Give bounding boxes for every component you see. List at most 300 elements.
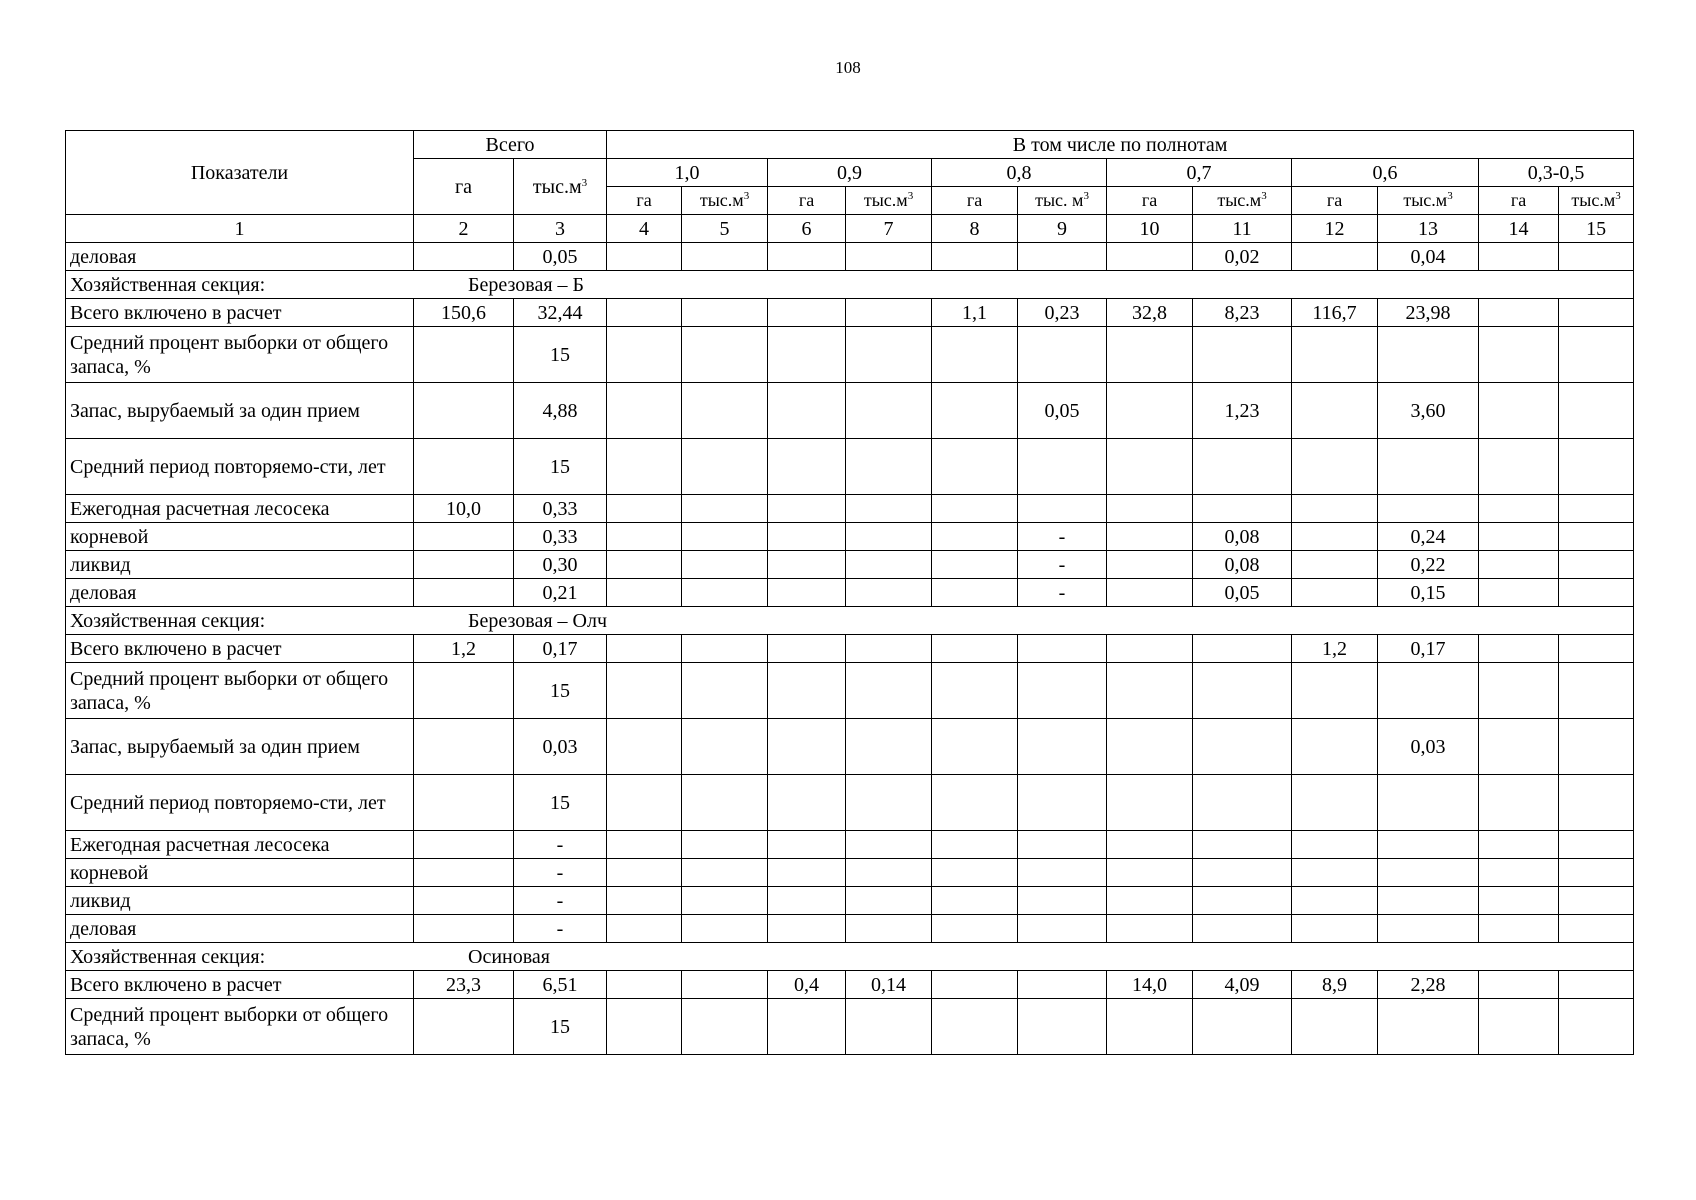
table-cell xyxy=(1018,719,1107,775)
table-cell xyxy=(607,859,682,887)
cube-superscript: 3 xyxy=(1261,189,1267,202)
table-cell xyxy=(846,859,932,887)
table-cell xyxy=(682,523,768,551)
table-cell xyxy=(607,719,682,775)
table-cell xyxy=(768,635,846,663)
column-numbers-row xyxy=(66,215,1634,243)
table-cell xyxy=(414,859,514,887)
table-cell xyxy=(1292,719,1378,775)
table-cell: 0,22 xyxy=(1378,551,1479,579)
table-cell xyxy=(1559,523,1634,551)
table-cell: 15 xyxy=(514,999,607,1055)
table-cell xyxy=(768,579,846,607)
row-label: ликвид xyxy=(66,551,414,579)
table-cell xyxy=(1479,719,1559,775)
table-cell xyxy=(932,523,1018,551)
table-cell xyxy=(682,495,768,523)
row-label: Средний период повторяемо-сти, лет xyxy=(66,775,414,831)
table-cell xyxy=(932,971,1018,999)
table-cell xyxy=(846,327,932,383)
table-cell xyxy=(1018,635,1107,663)
header-ha: га xyxy=(1292,187,1378,215)
column-number: 15 xyxy=(1559,215,1634,243)
table-cell xyxy=(1378,831,1479,859)
table-row xyxy=(66,663,1634,719)
cube-superscript: 3 xyxy=(907,189,914,202)
section-name: Березовая – Олч xyxy=(468,609,608,632)
table-row xyxy=(66,859,1634,887)
volume-unit: тыс.м xyxy=(1217,189,1262,210)
table-cell xyxy=(1378,915,1479,943)
table-cell: 3,60 xyxy=(1378,383,1479,439)
table-cell: 0,02 xyxy=(1193,243,1292,271)
table-cell xyxy=(1559,635,1634,663)
table-cell xyxy=(1292,663,1378,719)
table-cell xyxy=(1559,579,1634,607)
table-cell xyxy=(607,831,682,859)
table-row xyxy=(66,831,1634,859)
table-cell xyxy=(414,243,514,271)
table-cell xyxy=(768,495,846,523)
table-cell: 15 xyxy=(514,775,607,831)
allowable-cut-table xyxy=(65,130,1634,1055)
table-cell: 0,04 xyxy=(1378,243,1479,271)
table-cell xyxy=(768,551,846,579)
cube-superscript: 3 xyxy=(581,176,588,189)
column-number: 12 xyxy=(1292,215,1378,243)
cube-superscript: 3 xyxy=(1615,189,1621,202)
table-cell xyxy=(414,775,514,831)
table-cell xyxy=(1378,887,1479,915)
table-row xyxy=(66,299,1634,327)
table-cell xyxy=(1193,859,1292,887)
table-cell xyxy=(1559,859,1634,887)
section-row xyxy=(66,271,1634,299)
table-cell xyxy=(1479,775,1559,831)
table-cell xyxy=(932,579,1018,607)
table-cell xyxy=(768,243,846,271)
table-cell: 150,6 xyxy=(414,299,514,327)
table-cell xyxy=(682,971,768,999)
table-cell xyxy=(846,299,932,327)
table-cell xyxy=(1107,775,1193,831)
table-cell: - xyxy=(1018,523,1107,551)
table-cell xyxy=(414,915,514,943)
table-cell xyxy=(1107,551,1193,579)
table-cell xyxy=(846,635,932,663)
header-volume xyxy=(846,187,932,215)
table-cell: 0,4 xyxy=(768,971,846,999)
table-cell: - xyxy=(514,859,607,887)
header-density: 0,7 xyxy=(1107,159,1292,187)
table-cell xyxy=(1559,719,1634,775)
table-cell xyxy=(607,551,682,579)
header-volume xyxy=(1018,187,1107,215)
volume-unit: тыс.м xyxy=(1571,189,1616,210)
volume-unit: тыс. м xyxy=(1035,189,1084,210)
table-cell xyxy=(1292,579,1378,607)
table-cell xyxy=(682,859,768,887)
table-cell xyxy=(1018,859,1107,887)
section-row xyxy=(66,943,1634,971)
table-cell xyxy=(1107,635,1193,663)
table-cell: - xyxy=(514,887,607,915)
section-cell xyxy=(66,607,1634,635)
table-cell xyxy=(768,887,846,915)
table-cell: 23,3 xyxy=(414,971,514,999)
table-cell xyxy=(1479,243,1559,271)
table-cell xyxy=(846,495,932,523)
cube-superscript: 3 xyxy=(1083,189,1089,202)
table-cell: - xyxy=(1018,579,1107,607)
table-cell xyxy=(682,999,768,1055)
table-cell xyxy=(1018,999,1107,1055)
table-cell xyxy=(682,243,768,271)
table-cell xyxy=(682,579,768,607)
table-cell xyxy=(932,635,1018,663)
table-cell: 116,7 xyxy=(1292,299,1378,327)
table-cell: 0,24 xyxy=(1378,523,1479,551)
table-cell: 10,0 xyxy=(414,495,514,523)
header-density: 0,3-0,5 xyxy=(1479,159,1634,187)
table-cell xyxy=(1479,971,1559,999)
table-cell xyxy=(932,775,1018,831)
table-cell: 0,30 xyxy=(514,551,607,579)
header-total-ha: га xyxy=(414,159,514,215)
header-total: Всего xyxy=(414,131,607,159)
table-cell xyxy=(1107,439,1193,495)
table-cell xyxy=(846,523,932,551)
table-cell xyxy=(682,439,768,495)
table-cell: 0,05 xyxy=(514,243,607,271)
table-cell: 0,05 xyxy=(1018,383,1107,439)
table-cell xyxy=(1479,999,1559,1055)
table-cell xyxy=(1479,299,1559,327)
table-cell: 0,33 xyxy=(514,495,607,523)
table-cell xyxy=(414,999,514,1055)
table-cell xyxy=(768,439,846,495)
table-cell xyxy=(414,551,514,579)
table-cell xyxy=(682,831,768,859)
table-cell: 0,05 xyxy=(1193,579,1292,607)
table-cell xyxy=(1292,551,1378,579)
table-cell xyxy=(1378,327,1479,383)
row-label: Средний процент выборки от общего запаса, % xyxy=(66,999,414,1055)
table-cell xyxy=(1107,831,1193,859)
table-row xyxy=(66,999,1634,1055)
volume-unit: тыс.м xyxy=(1403,189,1448,210)
section-cell xyxy=(66,943,1634,971)
table-cell: - xyxy=(514,831,607,859)
table-cell xyxy=(1378,859,1479,887)
table-cell xyxy=(1479,915,1559,943)
column-number: 8 xyxy=(932,215,1018,243)
table-cell xyxy=(607,663,682,719)
table-cell xyxy=(682,887,768,915)
table-cell xyxy=(1107,915,1193,943)
table-row xyxy=(66,887,1634,915)
table-row xyxy=(66,579,1634,607)
table-cell xyxy=(1559,999,1634,1055)
table-cell xyxy=(1193,635,1292,663)
table-cell xyxy=(1559,439,1634,495)
table-cell xyxy=(414,831,514,859)
table-cell xyxy=(846,383,932,439)
row-label: деловая xyxy=(66,243,414,271)
table-row xyxy=(66,523,1634,551)
column-number: 2 xyxy=(414,215,514,243)
table-cell xyxy=(1479,663,1559,719)
column-number: 13 xyxy=(1378,215,1479,243)
table-cell xyxy=(1292,775,1378,831)
table-cell: 1,2 xyxy=(414,635,514,663)
row-label: деловая xyxy=(66,579,414,607)
table-cell xyxy=(1292,523,1378,551)
table-row xyxy=(66,719,1634,775)
table-cell xyxy=(1292,831,1378,859)
table-cell xyxy=(682,719,768,775)
table-cell xyxy=(846,663,932,719)
table-cell xyxy=(1559,327,1634,383)
table-cell xyxy=(1378,663,1479,719)
table-cell xyxy=(607,775,682,831)
row-label: Всего включено в расчет xyxy=(66,635,414,663)
column-number: 7 xyxy=(846,215,932,243)
column-number: 9 xyxy=(1018,215,1107,243)
header-volume xyxy=(1193,187,1292,215)
table-cell xyxy=(1559,775,1634,831)
table-cell xyxy=(1107,719,1193,775)
header-density: 0,8 xyxy=(932,159,1107,187)
row-label: ликвид xyxy=(66,887,414,915)
table-cell xyxy=(1559,915,1634,943)
table-cell xyxy=(682,327,768,383)
table-cell xyxy=(1479,859,1559,887)
table-cell xyxy=(414,439,514,495)
column-number: 10 xyxy=(1107,215,1193,243)
table-row xyxy=(66,439,1634,495)
table-cell xyxy=(932,719,1018,775)
table-cell xyxy=(1559,243,1634,271)
table-cell xyxy=(932,831,1018,859)
table-cell xyxy=(932,439,1018,495)
table-cell xyxy=(846,551,932,579)
table-cell xyxy=(1107,495,1193,523)
table-cell: 0,17 xyxy=(1378,635,1479,663)
table-cell xyxy=(1107,859,1193,887)
row-label: Ежегодная расчетная лесосека xyxy=(66,495,414,523)
table-cell xyxy=(1193,719,1292,775)
table-cell xyxy=(846,999,932,1055)
table-cell xyxy=(1193,439,1292,495)
table-cell xyxy=(1193,495,1292,523)
table-cell xyxy=(1107,999,1193,1055)
table-cell: 32,44 xyxy=(514,299,607,327)
table-cell: 0,15 xyxy=(1378,579,1479,607)
table-cell xyxy=(932,495,1018,523)
table-cell xyxy=(1107,663,1193,719)
table-cell xyxy=(1018,663,1107,719)
row-label: Всего включено в расчет xyxy=(66,971,414,999)
row-label: Всего включено в расчет xyxy=(66,299,414,327)
table-cell xyxy=(1559,383,1634,439)
table-cell xyxy=(682,551,768,579)
table-cell xyxy=(1107,579,1193,607)
table-cell xyxy=(682,663,768,719)
column-number: 14 xyxy=(1479,215,1559,243)
table-cell: 15 xyxy=(514,327,607,383)
table-cell xyxy=(1193,663,1292,719)
table-cell xyxy=(846,775,932,831)
table-cell: 0,23 xyxy=(1018,299,1107,327)
table-cell xyxy=(607,523,682,551)
table-cell xyxy=(414,663,514,719)
table-cell xyxy=(1559,663,1634,719)
volume-unit: тыс.м xyxy=(699,189,744,210)
table-cell xyxy=(846,915,932,943)
table-cell xyxy=(1479,495,1559,523)
section-label: Хозяйственная секция: xyxy=(70,609,266,632)
table-cell xyxy=(607,383,682,439)
table-cell xyxy=(607,579,682,607)
table-cell xyxy=(1479,439,1559,495)
table-cell xyxy=(1479,383,1559,439)
table-cell xyxy=(768,915,846,943)
table-cell: 23,98 xyxy=(1378,299,1479,327)
table-cell xyxy=(932,383,1018,439)
table-cell xyxy=(1018,495,1107,523)
volume-unit: тыс.м xyxy=(532,175,582,198)
table-cell xyxy=(607,887,682,915)
table-cell: 0,14 xyxy=(846,971,932,999)
table-cell xyxy=(1193,915,1292,943)
table-cell xyxy=(1018,327,1107,383)
row-label: Ежегодная расчетная лесосека xyxy=(66,831,414,859)
table-cell: 2,28 xyxy=(1378,971,1479,999)
table-row xyxy=(66,551,1634,579)
table-cell xyxy=(607,327,682,383)
table-cell xyxy=(414,327,514,383)
table-cell xyxy=(1018,915,1107,943)
table-cell xyxy=(1292,915,1378,943)
table-cell xyxy=(932,859,1018,887)
table-cell xyxy=(932,663,1018,719)
table-cell: - xyxy=(1018,551,1107,579)
cube-superscript: 3 xyxy=(1447,189,1453,202)
table-cell xyxy=(768,831,846,859)
table-cell xyxy=(846,831,932,859)
header-volume xyxy=(682,187,768,215)
table-cell xyxy=(1107,383,1193,439)
table-cell: 15 xyxy=(514,439,607,495)
table-cell: 6,51 xyxy=(514,971,607,999)
header-ha: га xyxy=(1479,187,1559,215)
table-cell xyxy=(1292,243,1378,271)
table-cell xyxy=(1378,999,1479,1055)
header-volume xyxy=(1559,187,1634,215)
table-cell: 0,17 xyxy=(514,635,607,663)
table-cell xyxy=(1018,971,1107,999)
table-cell xyxy=(682,775,768,831)
table-cell: 1,1 xyxy=(932,299,1018,327)
table-row xyxy=(66,327,1634,383)
table-cell: 1,2 xyxy=(1292,635,1378,663)
table-cell: 4,09 xyxy=(1193,971,1292,999)
column-number: 3 xyxy=(514,215,607,243)
table-cell xyxy=(1479,887,1559,915)
table-cell: 4,88 xyxy=(514,383,607,439)
table-cell xyxy=(1378,495,1479,523)
table-cell xyxy=(1378,439,1479,495)
table-row xyxy=(66,971,1634,999)
table-cell xyxy=(846,243,932,271)
column-number: 4 xyxy=(607,215,682,243)
row-label: Средний период повторяемо-сти, лет xyxy=(66,439,414,495)
cube-superscript: 3 xyxy=(743,189,750,202)
table-cell xyxy=(932,327,1018,383)
table-cell xyxy=(1378,775,1479,831)
table-cell xyxy=(682,299,768,327)
table-cell xyxy=(414,523,514,551)
table-cell xyxy=(768,327,846,383)
table-cell: 14,0 xyxy=(1107,971,1193,999)
section-name: Осиновая xyxy=(468,945,550,968)
column-number: 6 xyxy=(768,215,846,243)
row-label: Средний процент выборки от общего запаса, % xyxy=(66,663,414,719)
table-cell xyxy=(1292,383,1378,439)
table-cell xyxy=(1559,971,1634,999)
table-cell xyxy=(768,719,846,775)
table-row xyxy=(66,383,1634,439)
table-cell xyxy=(1107,243,1193,271)
table-cell xyxy=(607,971,682,999)
table-cell xyxy=(846,439,932,495)
row-label: корневой xyxy=(66,859,414,887)
table-cell xyxy=(1018,439,1107,495)
table-cell xyxy=(768,775,846,831)
section-label: Хозяйственная секция: xyxy=(70,273,266,296)
header-indicators: Показатели xyxy=(66,131,414,215)
table-cell xyxy=(1193,327,1292,383)
row-label: Средний процент выборки от общего запаса, % xyxy=(66,327,414,383)
table-cell xyxy=(768,999,846,1055)
table-cell xyxy=(1107,327,1193,383)
table-cell xyxy=(414,579,514,607)
table-cell: 1,23 xyxy=(1193,383,1292,439)
table-cell: 32,8 xyxy=(1107,299,1193,327)
table-cell xyxy=(1479,579,1559,607)
table-cell: 0,21 xyxy=(514,579,607,607)
table-cell xyxy=(1479,831,1559,859)
table-cell xyxy=(414,719,514,775)
row-label: Запас, вырубаемый за один прием xyxy=(66,383,414,439)
table-cell xyxy=(846,887,932,915)
table-row xyxy=(66,243,1634,271)
table-cell xyxy=(1292,999,1378,1055)
row-label: корневой xyxy=(66,523,414,551)
table-cell xyxy=(682,915,768,943)
header-volume xyxy=(1378,187,1479,215)
table-cell xyxy=(1193,831,1292,859)
table-cell xyxy=(682,635,768,663)
table-cell: 15 xyxy=(514,663,607,719)
table-cell xyxy=(768,383,846,439)
table-cell xyxy=(932,999,1018,1055)
table-cell xyxy=(846,579,932,607)
table-cell xyxy=(932,915,1018,943)
table-cell xyxy=(1559,551,1634,579)
header-density: 0,6 xyxy=(1292,159,1479,187)
